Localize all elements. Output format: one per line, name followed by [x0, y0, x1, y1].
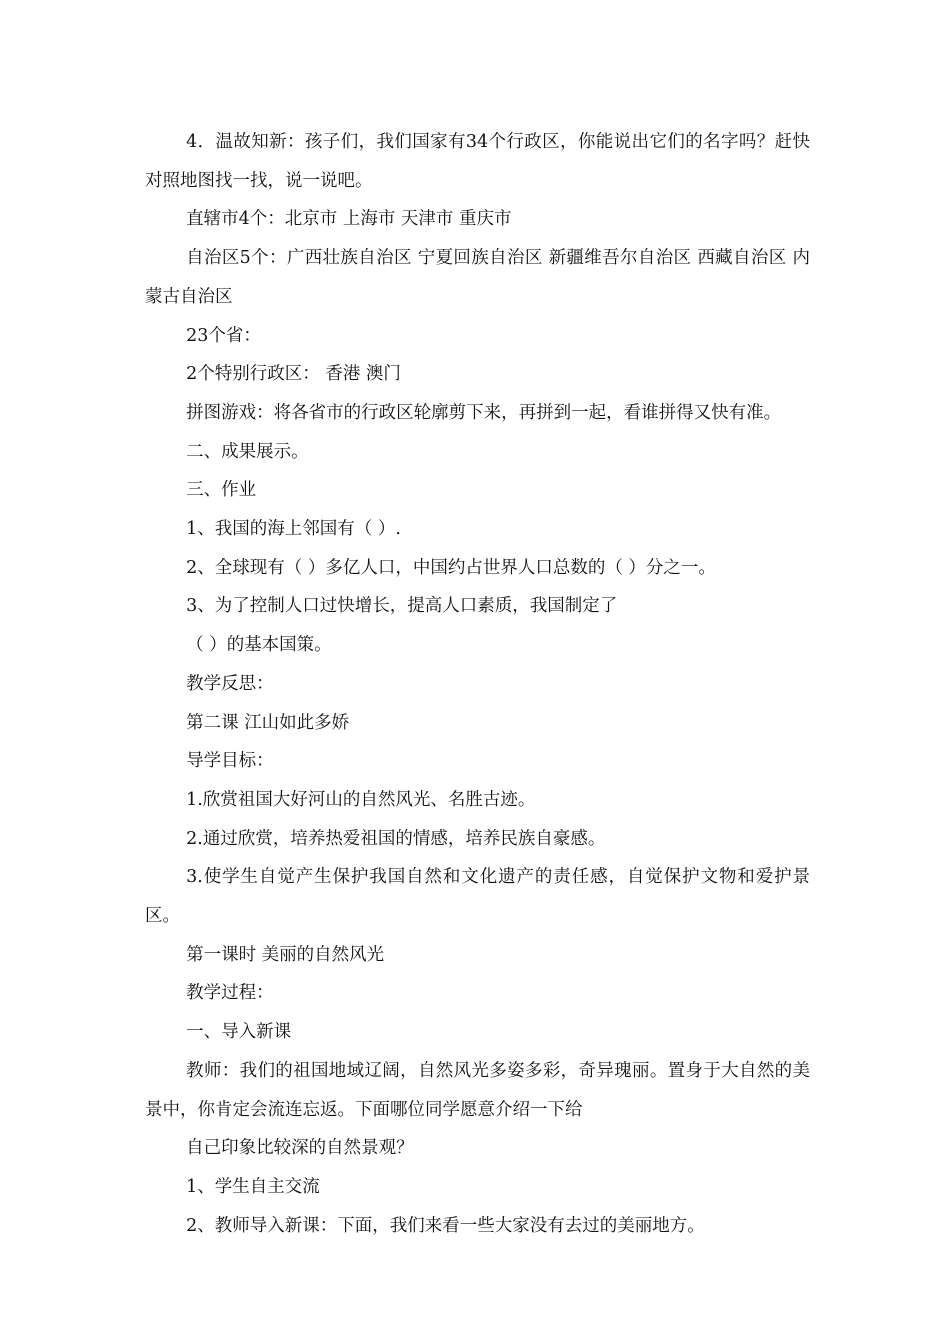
objective-3: 3.使学生自觉产生保护我国自然和文化遗产的责任感，自觉保护文物和爱护景区。	[145, 867, 810, 927]
heading-reflection: 教学反思：	[186, 673, 274, 694]
objective-1: 1.欣赏祖国大好河山的自然风光、名胜古迹。	[186, 789, 536, 810]
lesson-title: 第二课 江山如此多娇	[186, 712, 350, 733]
period-title: 第一课时 美丽的自然风光	[186, 944, 385, 965]
homework-item-3: 3、为了控制人口过快增长，提高人口素质，我国制定了	[186, 596, 618, 617]
homework-item-1: 1、我国的海上邻国有（ ）.	[186, 519, 401, 540]
heading-results: 二、成果展示。	[186, 441, 309, 462]
paragraph-teacher: 教师：我们的祖国地域辽阔，自然风光多姿多彩，奇异瑰丽。置身于大自然的美景中，你肯定会流连忘返。下面哪位同学愿意介绍一下给	[145, 1060, 810, 1120]
step-2: 2、教师导入新课：下面，我们来看一些大家没有去过的美丽地方。	[186, 1215, 705, 1236]
paragraph-review-intro: 4．温故知新：孩子们，我们国家有34个行政区，你能说出它们的名字吗？赶快对照地图找一找，说一说吧。	[145, 132, 810, 191]
paragraph-provinces: 23个省：	[186, 325, 261, 346]
homework-item-2: 2、全球现有（ ）多亿人口，中国约占世界人口总数的（ ）分之一。	[186, 557, 716, 578]
paragraph-municipalities: 直辖市4个：北京市 上海市 天津市 重庆市	[186, 209, 512, 230]
paragraph-teacher-cont: 自己印象比较深的自然景观？	[186, 1138, 414, 1159]
step-1: 1、学生自主交流	[186, 1176, 320, 1197]
heading-intro: 一、导入新课	[186, 1022, 292, 1043]
paragraph-autonomous-regions: 自治区5个：广西壮族自治区 宁夏回族自治区 新疆维吾尔自治区 西藏自治区 内蒙古自治区	[145, 248, 810, 307]
homework-item-3-cont: （ ）的基本国策。	[186, 635, 332, 656]
paragraph-puzzle-game: 拼图游戏：将各省市的行政区轮廓剪下来，再拼到一起，看谁拼得又快有准。	[186, 402, 782, 423]
document-body	[145, 123, 810, 1245]
objective-2: 2.通过欣赏，培养热爱祖国的情感，培养民族自豪感。	[186, 828, 606, 849]
heading-process: 教学过程：	[186, 983, 274, 1004]
heading-objectives: 导学目标：	[186, 751, 274, 772]
heading-homework: 三、作业	[186, 480, 257, 501]
paragraph-special-regions: 2个特别行政区： 香港 澳门	[186, 364, 401, 385]
